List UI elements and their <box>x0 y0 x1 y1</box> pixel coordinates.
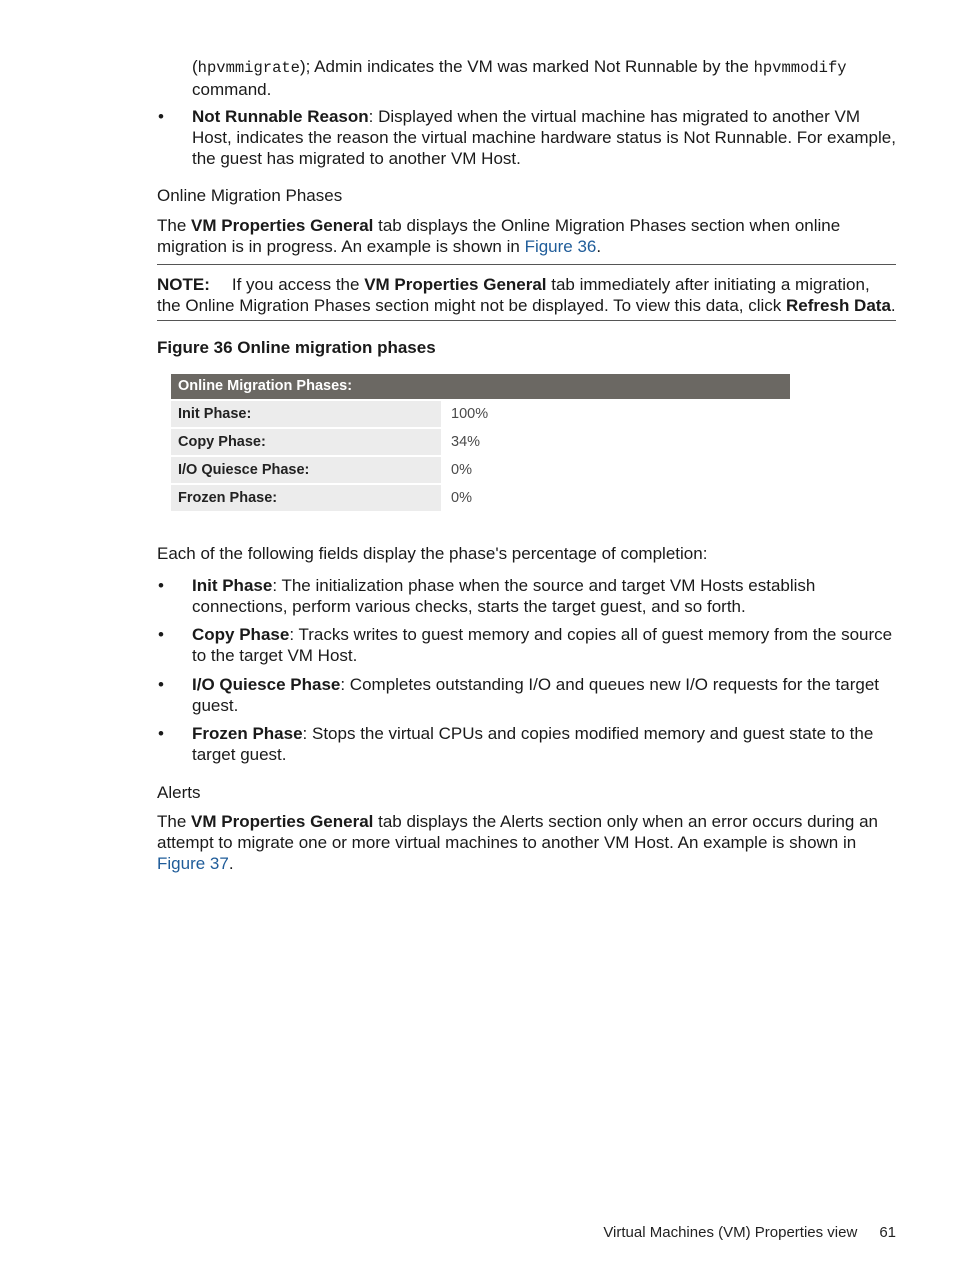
bullet-text: : Stops the virtual CPUs and copies modified memory and guest state to the target guest. <box>192 724 874 764</box>
section-heading-alerts: Alerts <box>157 783 201 802</box>
note-label: NOTE: <box>157 275 210 294</box>
bold-vm-properties-general: VM Properties General <box>191 812 374 831</box>
not-runnable-reason-item <box>192 106 897 169</box>
phase-value: 34% <box>451 434 481 450</box>
bullet-init-phase <box>192 575 897 617</box>
command-hpvmmigrate: hpvmmigrate <box>197 59 300 77</box>
bullet-marker: • <box>158 675 164 694</box>
phase-row-init <box>171 401 790 427</box>
bullet-marker: • <box>158 724 164 743</box>
figure-37-link[interactable]: Figure 37 <box>157 854 229 873</box>
text-span: The <box>157 812 192 831</box>
text-span: If you access the <box>231 275 365 294</box>
bold-vm-properties-general: VM Properties General <box>191 216 374 235</box>
phase-label: I/O Quiesce Phase: <box>171 457 441 483</box>
panel-header: Online Migration Phases: <box>171 374 790 399</box>
continuation-end: command. <box>192 80 272 99</box>
note-bottom-rule <box>157 320 896 321</box>
continuation-text: ); Admin indicates the VM was marked Not Runnable by the <box>300 57 754 76</box>
bullet-copy-phase <box>192 624 897 666</box>
text-span: . <box>228 854 234 873</box>
phase-value: 100% <box>451 406 489 422</box>
phase-row-io-quiesce <box>171 457 790 483</box>
text-span: tab immediately after initiating a migration, the Online Migration Phases section might not be displayed. To view this data, click <box>157 275 870 315</box>
figure-36-link[interactable]: Figure 36 <box>524 237 597 256</box>
online-migration-paragraph <box>157 215 897 257</box>
term-io-quiesce-phase: I/O Quiesce Phase <box>192 675 341 694</box>
bullet-marker: • <box>158 625 164 644</box>
open-paren: ( <box>192 57 198 76</box>
phase-row-frozen <box>171 485 790 511</box>
footer-title: Virtual Machines (VM) Properties view <box>603 1224 858 1241</box>
term-copy-phase: Copy Phase <box>192 625 290 644</box>
text-span: tab displays the Online Migration Phases section when online migration is in progress. An example is shown in <box>157 216 841 256</box>
bullet-frozen-phase <box>192 723 897 765</box>
text-span: The <box>157 216 192 235</box>
bullet-marker: • <box>158 107 164 126</box>
bullet-io-quiesce-phase <box>192 674 897 716</box>
page-number: 61 <box>879 1224 896 1241</box>
bold-refresh-data: Refresh Data <box>786 296 891 315</box>
phase-label: Frozen Phase: <box>171 485 441 511</box>
phase-value: 0% <box>451 462 472 478</box>
term-init-phase: Init Phase <box>192 576 273 595</box>
fields-intro: Each of the following fields display the phase's percentage of completion: <box>157 544 708 563</box>
term-not-runnable-reason: Not Runnable Reason <box>192 107 369 126</box>
text-span: . <box>596 237 602 256</box>
phase-row-copy <box>171 429 790 455</box>
bold-vm-properties-general: VM Properties General <box>364 275 547 294</box>
phase-label: Copy Phase: <box>171 429 441 455</box>
command-hpvmmodify: hpvmmodify <box>753 59 847 77</box>
bullet-marker: • <box>158 576 164 595</box>
term-frozen-phase: Frozen Phase <box>192 724 303 743</box>
page-footer <box>603 1222 896 1243</box>
bullet-text: : The initialization phase when the source and target VM Hosts establish connections, perform various checks, starts the target guest, and so forth. <box>192 576 816 616</box>
not-runnable-reason-text: : Displayed when the virtual machine has migrated to another VM Host, indicates the reason the virtual machine hardware status is Not Runnable. For example, the guest has migrated to another VM Host. <box>192 107 896 168</box>
note-top-rule <box>157 264 896 265</box>
bullet-text: : Completes outstanding I/O and queues new I/O requests for the target guest. <box>192 675 880 715</box>
bullet-text: : Tracks writes to guest memory and copies all of guest memory from the source to the target VM Host. <box>192 625 893 665</box>
figure-caption: Figure 36 Online migration phases <box>157 338 436 357</box>
phase-value: 0% <box>451 490 472 506</box>
section-heading-online-migration: Online Migration Phases <box>157 186 343 205</box>
text-span: tab displays the Alerts section only when an error occurs during an attempt to migrate one or more virtual machines to another VM Host. An example is shown in <box>157 812 878 852</box>
text-span: . <box>890 296 896 315</box>
note-paragraph <box>157 274 897 316</box>
online-migration-phases-panel <box>171 374 790 511</box>
continuation-paragraph <box>192 56 897 100</box>
phase-label: Init Phase: <box>171 401 441 427</box>
alerts-paragraph <box>157 811 897 874</box>
